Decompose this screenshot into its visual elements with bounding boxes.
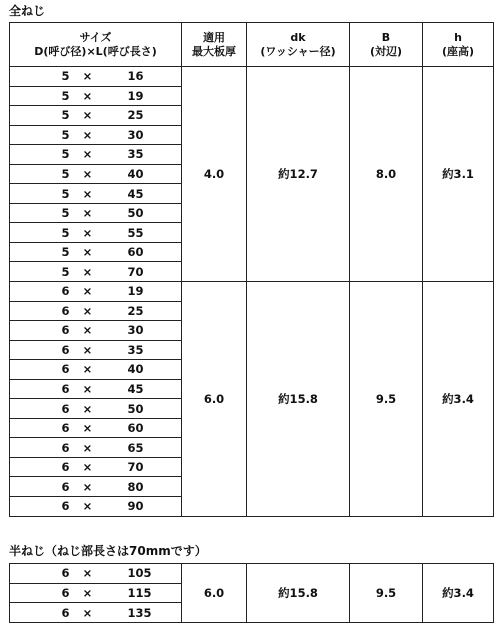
cell-times-symbol: × xyxy=(70,438,106,458)
cell-diameter: 6 xyxy=(10,603,70,623)
cell-times-symbol: × xyxy=(70,321,106,341)
cell-diameter: 5 xyxy=(10,86,70,106)
cell-diameter: 6 xyxy=(10,360,70,380)
cell-length: 25 xyxy=(106,106,182,126)
cell-h: 約3.1 xyxy=(423,67,494,282)
header-dk xyxy=(247,23,350,67)
header-dk-line1: dk xyxy=(290,30,306,44)
cell-dk: 約12.7 xyxy=(247,67,350,282)
cell-diameter: 6 xyxy=(10,379,70,399)
cell-length: 135 xyxy=(106,603,182,623)
cell-times-symbol: × xyxy=(70,282,106,302)
cell-diameter: 6 xyxy=(10,583,70,603)
header-b xyxy=(350,23,423,67)
cell-diameter: 5 xyxy=(10,242,70,262)
cell-length: 115 xyxy=(106,583,182,603)
cell-diameter: 6 xyxy=(10,457,70,477)
cell-diameter: 5 xyxy=(10,203,70,223)
cell-length: 70 xyxy=(106,457,182,477)
cell-diameter: 5 xyxy=(10,145,70,165)
header-size-line1: サイズ xyxy=(79,30,112,44)
header-dk-line2: (ワッシャー径) xyxy=(260,44,336,58)
cell-times-symbol: × xyxy=(70,67,106,87)
cell-diameter: 5 xyxy=(10,67,70,87)
cell-times-symbol: × xyxy=(70,457,106,477)
cell-length: 45 xyxy=(106,379,182,399)
cell-length: 30 xyxy=(106,125,182,145)
cell-diameter: 6 xyxy=(10,438,70,458)
cell-length: 40 xyxy=(106,164,182,184)
half-thread-spec-table xyxy=(9,563,494,623)
cell-times-symbol: × xyxy=(70,379,106,399)
cell-times-symbol: × xyxy=(70,184,106,204)
cell-times-symbol: × xyxy=(70,418,106,438)
cell-length: 80 xyxy=(106,477,182,497)
cell-diameter: 5 xyxy=(10,164,70,184)
table-row xyxy=(10,282,494,302)
cell-times-symbol: × xyxy=(70,360,106,380)
cell-length: 19 xyxy=(106,282,182,302)
cell-times-symbol: × xyxy=(70,242,106,262)
header-max-thickness xyxy=(182,23,247,67)
cell-dk: 約15.8 xyxy=(247,564,350,623)
cell-max-thickness: 4.0 xyxy=(182,67,247,282)
cell-length: 90 xyxy=(106,497,182,517)
section-title-full-thread: 全ねじ xyxy=(9,4,46,18)
cell-times-symbol: × xyxy=(70,145,106,165)
cell-times-symbol: × xyxy=(70,86,106,106)
header-size xyxy=(10,23,182,67)
full-thread-spec-table xyxy=(9,22,494,517)
cell-times-symbol: × xyxy=(70,262,106,282)
cell-length: 35 xyxy=(106,145,182,165)
cell-diameter: 5 xyxy=(10,223,70,243)
cell-max-thickness: 6.0 xyxy=(182,564,247,623)
cell-b: 9.5 xyxy=(350,564,423,623)
cell-diameter: 6 xyxy=(10,418,70,438)
cell-dk: 約15.8 xyxy=(247,282,350,517)
cell-diameter: 6 xyxy=(10,497,70,517)
cell-length: 60 xyxy=(106,242,182,262)
cell-diameter: 6 xyxy=(10,477,70,497)
section-title-half-thread: 半ねじ（ねじ部長さは70mmです） xyxy=(9,544,207,558)
cell-times-symbol: × xyxy=(70,125,106,145)
cell-times-symbol: × xyxy=(70,399,106,419)
cell-diameter: 6 xyxy=(10,301,70,321)
cell-length: 19 xyxy=(106,86,182,106)
cell-length: 45 xyxy=(106,184,182,204)
cell-diameter: 5 xyxy=(10,262,70,282)
header-row xyxy=(10,23,494,67)
header-h-line2: (座高) xyxy=(441,44,475,58)
cell-h: 約3.4 xyxy=(423,282,494,517)
cell-length: 70 xyxy=(106,262,182,282)
cell-diameter: 5 xyxy=(10,184,70,204)
table-row xyxy=(10,564,494,584)
cell-times-symbol: × xyxy=(70,106,106,126)
cell-length: 105 xyxy=(106,564,182,584)
cell-b: 9.5 xyxy=(350,282,423,517)
cell-length: 50 xyxy=(106,203,182,223)
cell-diameter: 5 xyxy=(10,106,70,126)
cell-length: 16 xyxy=(106,67,182,87)
cell-length: 50 xyxy=(106,399,182,419)
half-thread-table-body xyxy=(10,564,494,623)
cell-diameter: 6 xyxy=(10,564,70,584)
cell-times-symbol: × xyxy=(70,164,106,184)
cell-length: 40 xyxy=(106,360,182,380)
cell-length: 30 xyxy=(106,321,182,341)
header-thickness-line1: 適用 xyxy=(203,30,225,44)
cell-length: 25 xyxy=(106,301,182,321)
cell-length: 60 xyxy=(106,418,182,438)
cell-times-symbol: × xyxy=(70,340,106,360)
cell-length: 65 xyxy=(106,438,182,458)
header-b-line1: B xyxy=(381,30,391,44)
cell-diameter: 6 xyxy=(10,321,70,341)
cell-times-symbol: × xyxy=(70,477,106,497)
full-thread-table-body xyxy=(10,67,494,517)
cell-times-symbol: × xyxy=(70,223,106,243)
header-h xyxy=(423,23,494,67)
cell-diameter: 6 xyxy=(10,399,70,419)
cell-times-symbol: × xyxy=(70,564,106,584)
cell-times-symbol: × xyxy=(70,203,106,223)
cell-length: 55 xyxy=(106,223,182,243)
cell-max-thickness: 6.0 xyxy=(182,282,247,517)
cell-diameter: 6 xyxy=(10,282,70,302)
cell-diameter: 5 xyxy=(10,125,70,145)
cell-times-symbol: × xyxy=(70,603,106,623)
cell-h: 約3.4 xyxy=(423,564,494,623)
header-b-line2: (対辺) xyxy=(369,44,403,58)
header-h-line1: h xyxy=(454,30,462,44)
cell-diameter: 6 xyxy=(10,340,70,360)
cell-times-symbol: × xyxy=(70,301,106,321)
cell-length: 35 xyxy=(106,340,182,360)
cell-b: 8.0 xyxy=(350,67,423,282)
header-size-line2: D(呼び径)×L(呼び長さ) xyxy=(34,44,157,58)
cell-times-symbol: × xyxy=(70,497,106,517)
cell-times-symbol: × xyxy=(70,583,106,603)
header-thickness-line2: 最大板厚 xyxy=(192,44,236,58)
table-row xyxy=(10,67,494,87)
